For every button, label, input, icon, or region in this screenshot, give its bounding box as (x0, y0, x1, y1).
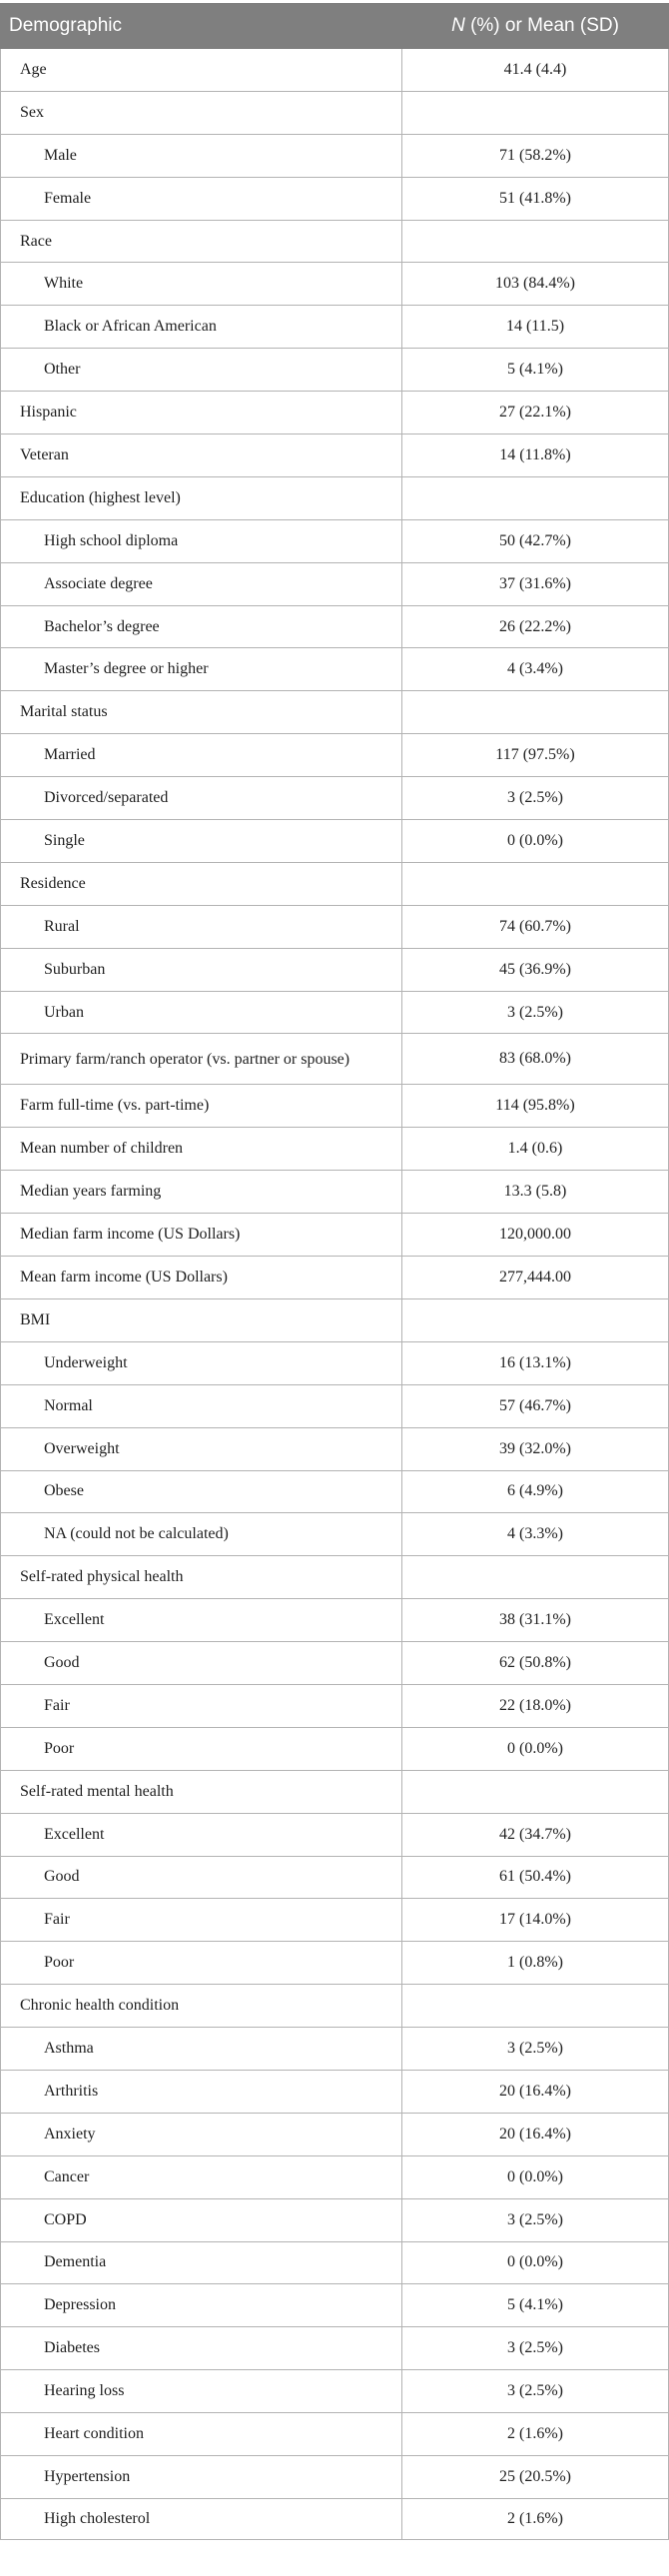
table-row (1, 2198, 669, 2241)
table-header (1, 4, 669, 49)
table-row (1, 1556, 669, 1599)
row-label: Other (1, 349, 402, 392)
table-row (1, 991, 669, 1034)
row-value: 114 (95.8%) (402, 1085, 669, 1128)
table-row (1, 2070, 669, 2113)
row-label: Normal (1, 1384, 402, 1427)
row-label: Suburban (1, 948, 402, 991)
row-value: 3 (2.5%) (402, 2198, 669, 2241)
row-value: 50 (42.7%) (402, 519, 669, 562)
row-label: Marital status (1, 691, 402, 734)
table-row (1, 434, 669, 477)
row-label: Self-rated mental health (1, 1770, 402, 1813)
row-value (402, 220, 669, 263)
row-value (402, 1556, 669, 1599)
table-row (1, 1427, 669, 1470)
table-row (1, 1341, 669, 1384)
row-label: Female (1, 177, 402, 220)
table-row (1, 2113, 669, 2155)
table-row (1, 220, 669, 263)
table-row (1, 1128, 669, 1171)
row-label: Median farm income (US Dollars) (1, 1214, 402, 1257)
row-label: Dementia (1, 2241, 402, 2284)
table-row (1, 1642, 669, 1685)
table-row (1, 862, 669, 905)
table-row (1, 2413, 669, 2456)
table-row (1, 2498, 669, 2539)
table-row (1, 648, 669, 691)
row-value: 61 (50.4%) (402, 1856, 669, 1899)
row-value: 71 (58.2%) (402, 134, 669, 177)
row-value: 51 (41.8%) (402, 177, 669, 220)
header-value (402, 4, 669, 49)
row-label: Education (highest level) (1, 476, 402, 519)
table-row (1, 1684, 669, 1727)
row-label: Male (1, 134, 402, 177)
header-row (1, 4, 669, 49)
row-value: 25 (20.5%) (402, 2455, 669, 2498)
table-row (1, 777, 669, 820)
row-value: 13.3 (5.8) (402, 1171, 669, 1214)
table-row (1, 1257, 669, 1299)
row-label: Master’s degree or higher (1, 648, 402, 691)
table-row (1, 1513, 669, 1556)
row-label: Underweight (1, 1341, 402, 1384)
table-row (1, 1214, 669, 1257)
row-label: Fair (1, 1684, 402, 1727)
table-row (1, 948, 669, 991)
row-value (402, 1770, 669, 1813)
row-value: 277,444.00 (402, 1257, 669, 1299)
row-value: 3 (2.5%) (402, 2370, 669, 2413)
row-label: Anxiety (1, 2113, 402, 2155)
row-label: Mean farm income (US Dollars) (1, 1257, 402, 1299)
row-label: Married (1, 734, 402, 777)
table-row (1, 905, 669, 948)
row-label: Heart condition (1, 2413, 402, 2456)
row-value: 3 (2.5%) (402, 991, 669, 1034)
row-label: BMI (1, 1298, 402, 1341)
header-demographic: Demographic (1, 4, 402, 49)
row-label: Mean number of children (1, 1128, 402, 1171)
table-row (1, 349, 669, 392)
row-label: Primary farm/ranch operator (vs. partner or spouse) (1, 1034, 402, 1085)
table-row (1, 263, 669, 306)
table-row (1, 177, 669, 220)
table-row (1, 2028, 669, 2071)
table-row (1, 1985, 669, 2028)
row-value: 3 (2.5%) (402, 777, 669, 820)
row-value: 57 (46.7%) (402, 1384, 669, 1427)
row-label: Fair (1, 1899, 402, 1942)
table-row (1, 2284, 669, 2327)
row-label: Hearing loss (1, 2370, 402, 2413)
row-value: 20 (16.4%) (402, 2070, 669, 2113)
row-label: Cancer (1, 2155, 402, 2198)
demographics-table (0, 3, 669, 2540)
row-value: 3 (2.5%) (402, 2327, 669, 2370)
row-label: Depression (1, 2284, 402, 2327)
row-value: 0 (0.0%) (402, 2155, 669, 2198)
row-label: Residence (1, 862, 402, 905)
header-n-italic: N (451, 15, 465, 36)
row-value: 0 (0.0%) (402, 820, 669, 863)
table-row (1, 1856, 669, 1899)
table-row (1, 1470, 669, 1513)
row-value: 3 (2.5%) (402, 2028, 669, 2071)
row-label: High school diploma (1, 519, 402, 562)
table-row (1, 1034, 669, 1085)
row-label: Chronic health condition (1, 1985, 402, 2028)
row-value: 17 (14.0%) (402, 1899, 669, 1942)
row-label: Rural (1, 905, 402, 948)
row-label: Hypertension (1, 2455, 402, 2498)
row-value: 0 (0.0%) (402, 2241, 669, 2284)
row-label: Good (1, 1856, 402, 1899)
row-value: 74 (60.7%) (402, 905, 669, 948)
row-value: 27 (22.1%) (402, 392, 669, 434)
row-label: Black or African American (1, 306, 402, 349)
row-value (402, 862, 669, 905)
table-row (1, 2327, 669, 2370)
table-row (1, 562, 669, 605)
table-row (1, 134, 669, 177)
table-row (1, 91, 669, 134)
row-label: Bachelor’s degree (1, 605, 402, 648)
row-value: 38 (31.1%) (402, 1599, 669, 1642)
row-value: 1.4 (0.6) (402, 1128, 669, 1171)
row-value: 2 (1.6%) (402, 2498, 669, 2539)
row-label: Excellent (1, 1599, 402, 1642)
row-value: 45 (36.9%) (402, 948, 669, 991)
row-value: 83 (68.0%) (402, 1034, 669, 1085)
row-value: 5 (4.1%) (402, 349, 669, 392)
row-label: Good (1, 1642, 402, 1685)
row-label: Single (1, 820, 402, 863)
table-row (1, 1942, 669, 1985)
table-row (1, 2370, 669, 2413)
table-row (1, 476, 669, 519)
row-label: Veteran (1, 434, 402, 477)
row-value: 0 (0.0%) (402, 1727, 669, 1770)
row-value: 41.4 (4.4) (402, 49, 669, 92)
row-value (402, 1985, 669, 2028)
table-row (1, 306, 669, 349)
table-row (1, 1085, 669, 1128)
row-label: Hispanic (1, 392, 402, 434)
table-row (1, 1599, 669, 1642)
row-label: Obese (1, 1470, 402, 1513)
row-value (402, 476, 669, 519)
row-value: 22 (18.0%) (402, 1684, 669, 1727)
row-label: Associate degree (1, 562, 402, 605)
row-value: 4 (3.4%) (402, 648, 669, 691)
row-label: Median years farming (1, 1171, 402, 1214)
table-row (1, 1727, 669, 1770)
table-row (1, 2241, 669, 2284)
table-row (1, 691, 669, 734)
row-value (402, 91, 669, 134)
table-row (1, 1298, 669, 1341)
table-row (1, 734, 669, 777)
row-value: 14 (11.5) (402, 306, 669, 349)
row-label: Poor (1, 1727, 402, 1770)
row-label: Urban (1, 991, 402, 1034)
row-label: Age (1, 49, 402, 92)
row-value (402, 1298, 669, 1341)
table-row (1, 1899, 669, 1942)
table-row (1, 1171, 669, 1214)
header-value-rest: (%) or Mean (SD) (464, 15, 619, 36)
row-value: 42 (34.7%) (402, 1813, 669, 1856)
row-value: 4 (3.3%) (402, 1513, 669, 1556)
row-label: Poor (1, 1942, 402, 1985)
row-value: 62 (50.8%) (402, 1642, 669, 1685)
row-label: Farm full-time (vs. part-time) (1, 1085, 402, 1128)
table-row (1, 2455, 669, 2498)
table-row (1, 1384, 669, 1427)
table-row (1, 1770, 669, 1813)
row-value: 6 (4.9%) (402, 1470, 669, 1513)
row-label: NA (could not be calculated) (1, 1513, 402, 1556)
row-value: 14 (11.8%) (402, 434, 669, 477)
row-value: 5 (4.1%) (402, 2284, 669, 2327)
row-label: Overweight (1, 1427, 402, 1470)
row-label: White (1, 263, 402, 306)
table-row (1, 605, 669, 648)
row-label: Excellent (1, 1813, 402, 1856)
table-row (1, 1813, 669, 1856)
row-value: 2 (1.6%) (402, 2413, 669, 2456)
table-row (1, 820, 669, 863)
table-row (1, 49, 669, 92)
row-label: Race (1, 220, 402, 263)
row-label: Sex (1, 91, 402, 134)
row-value: 37 (31.6%) (402, 562, 669, 605)
row-value: 1 (0.8%) (402, 1942, 669, 1985)
row-label: Asthma (1, 2028, 402, 2071)
row-label: Arthritis (1, 2070, 402, 2113)
table-row (1, 519, 669, 562)
row-value: 103 (84.4%) (402, 263, 669, 306)
row-value: 120,000.00 (402, 1214, 669, 1257)
table-row (1, 392, 669, 434)
row-value (402, 691, 669, 734)
row-label: Divorced/separated (1, 777, 402, 820)
table-row (1, 2155, 669, 2198)
row-label: High cholesterol (1, 2498, 402, 2539)
row-value: 26 (22.2%) (402, 605, 669, 648)
table-body (1, 49, 669, 2540)
row-label: Self-rated physical health (1, 1556, 402, 1599)
row-label: COPD (1, 2198, 402, 2241)
row-value: 117 (97.5%) (402, 734, 669, 777)
row-value: 16 (13.1%) (402, 1341, 669, 1384)
row-value: 39 (32.0%) (402, 1427, 669, 1470)
row-label: Diabetes (1, 2327, 402, 2370)
row-value: 20 (16.4%) (402, 2113, 669, 2155)
